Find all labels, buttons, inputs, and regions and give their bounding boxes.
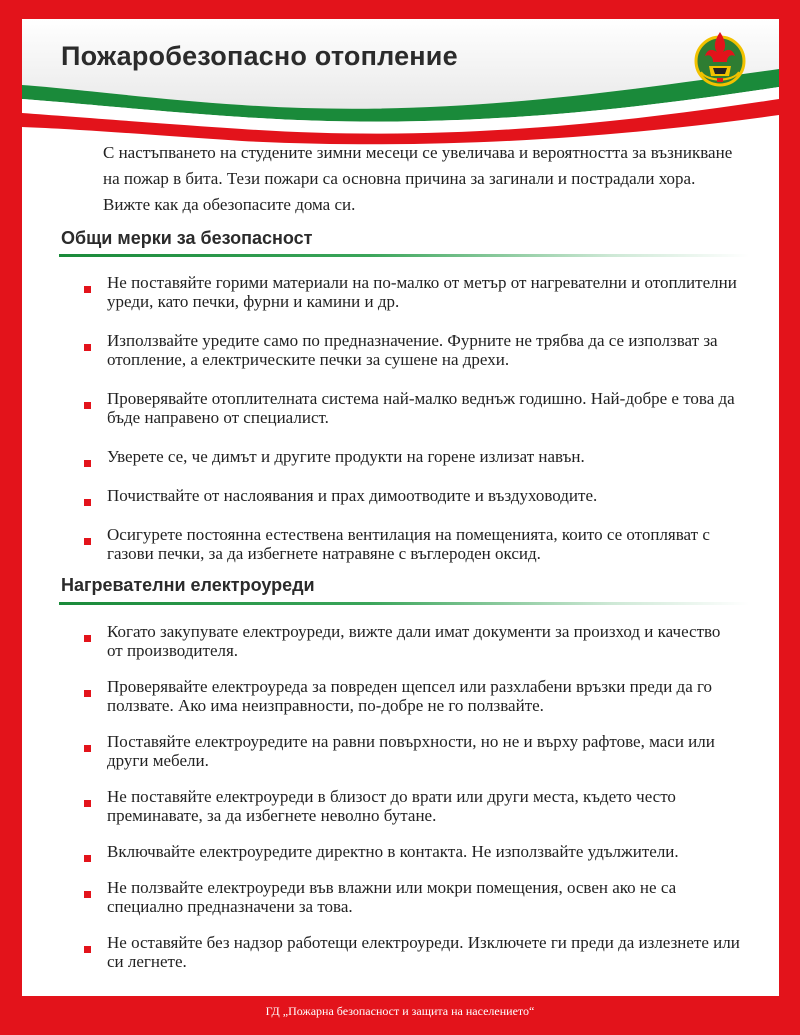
list-item: Не ползвайте електроуреди във влажни или мокри помещения, освен ако не са специално предназначени за това. — [80, 878, 740, 916]
list-item: Почиствайте от наслоявания и прах димоотводите и въздуховодите. — [80, 486, 740, 505]
bullet-square-icon — [84, 946, 91, 953]
bullet-square-icon — [84, 499, 91, 506]
page-title: Пожаробезопасно отопление — [61, 41, 458, 71]
list-item: Не оставяйте без надзор работещи електроуреди. Изключете ги преди да излезнете или си легнете. — [80, 933, 740, 971]
intro-paragraph: С настъпването на студените зимни месеци се увеличава и вероятността за възникване на пожар в бита. Тези пожари са основна причина за загинали и пострадали хора. Вижте как да обезопасите дома си. — [103, 143, 733, 214]
section-divider — [59, 254, 749, 257]
list-item: Когато закупувате електроуреди, вижте дали имат документи за произход и качество от производителя. — [80, 622, 740, 660]
bullet-square-icon — [84, 460, 91, 467]
list-item: Осигурете постоянна естествена вентилация на помещенията, които се отопляват с газови печки, за да избегнете натравяне с въглероден оксид. — [80, 525, 740, 563]
bullet-square-icon — [84, 344, 91, 351]
footer-organization: ГД „Пожарна безопасност и защита на населението“ — [265, 1004, 535, 1018]
bullet-square-icon — [84, 402, 91, 409]
list-item: Проверявайте отоплителната система най-малко веднъж годишно. Най-добре е това да бъде направено от специалист. — [80, 389, 740, 427]
bullet-square-icon — [84, 745, 91, 752]
list-item: Уверете се, че димът и другите продукти на горене излизат навън. — [80, 447, 740, 466]
fire-safety-emblem-icon — [689, 28, 751, 90]
section-title-general: Общи мерки за безопасност — [61, 228, 313, 248]
bullet-square-icon — [84, 855, 91, 862]
general-measures-list — [80, 273, 740, 563]
list-item: Включвайте електроуредите директно в контакта. Не използвайте удължители. — [80, 842, 740, 861]
section-divider — [59, 602, 749, 605]
bullet-square-icon — [84, 690, 91, 697]
list-item: Проверявайте електроуреда за повреден щепсел или разхлабени връзки преди да го ползвате. Ако има неизправности, по-добре не го ползвайте. — [80, 677, 740, 715]
list-item: Не поставяйте електроуреди в близост до врати или други места, където често преминавате, за да избегнете неволно бутане. — [80, 787, 740, 825]
tricolor-header-wave — [22, 19, 779, 149]
document-page — [22, 19, 779, 996]
bullet-square-icon — [84, 891, 91, 898]
list-item: Не поставяйте горими материали на по-малко от метър от нагревателни и отоплителни уреди, като печки, фурни и камини и др. — [80, 273, 740, 311]
bullet-square-icon — [84, 286, 91, 293]
bullet-square-icon — [84, 800, 91, 807]
list-item: Използвайте уредите само по предназначение. Фурните не трябва да се използват за отопление, а електрическите печки за сушене на дрехи. — [80, 331, 740, 369]
list-item: Поставяйте електроуредите на равни повърхности, но не и върху рафтове, маси или други мебели. — [80, 732, 740, 770]
section-title-electrical: Нагревателни електроуреди — [61, 575, 315, 595]
bullet-square-icon — [84, 635, 91, 642]
bullet-square-icon — [84, 538, 91, 545]
electrical-appliances-list — [80, 622, 740, 971]
